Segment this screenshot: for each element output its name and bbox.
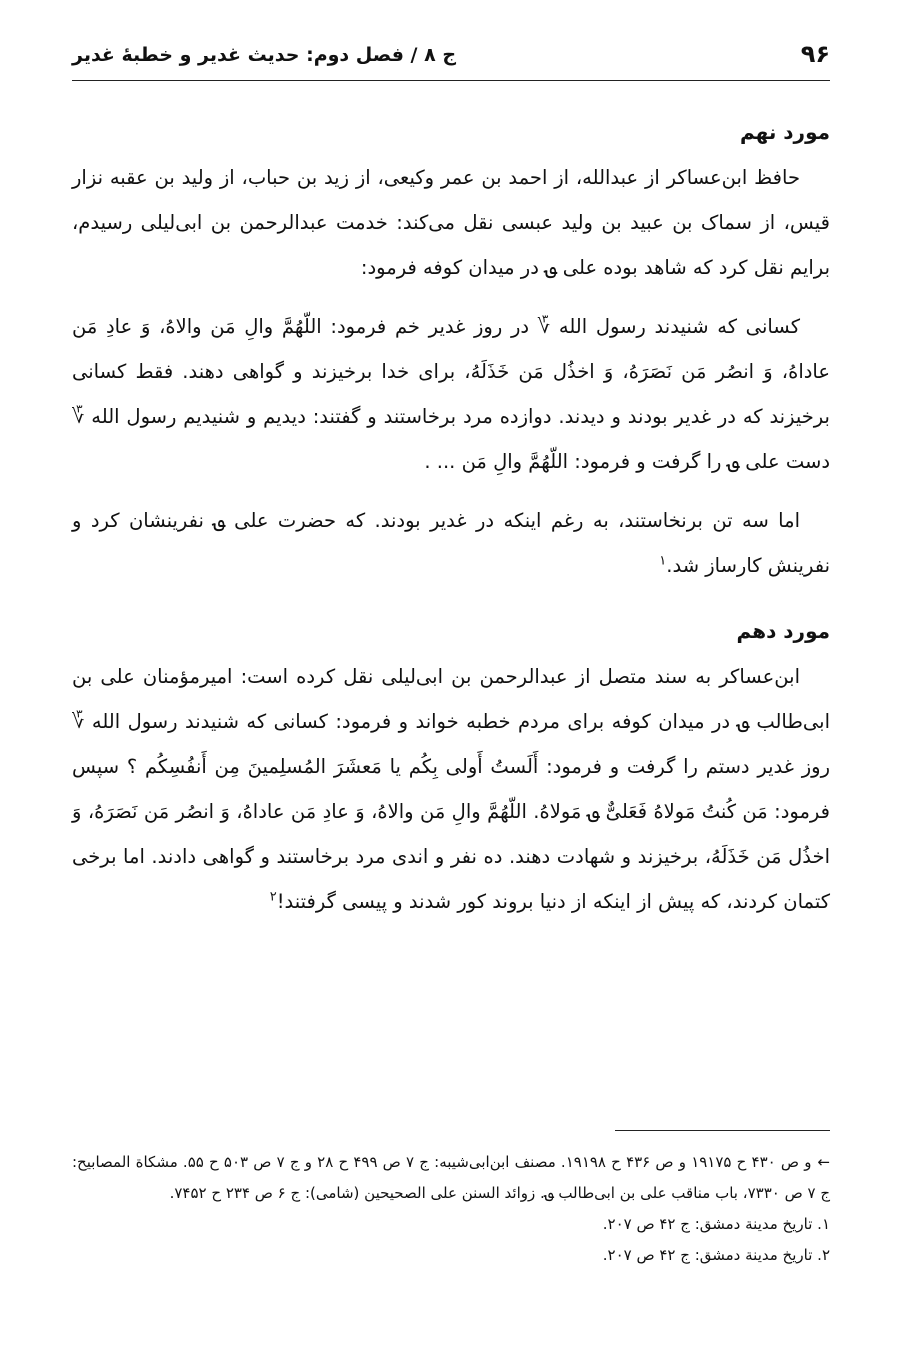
footnote-reference[interactable]: ۱ xyxy=(659,553,667,569)
paragraph: کسانی که شنیدند رسول الله ؆ در روز غدیر خم فرمود: اللّهُمَّ والِ مَن والاهُ، وَ عادِ مَن عاداهُ، وَ انصُر مَن نَصَرَهُ، وَ اخذُل مَن خَذَلَهُ، برای خدا برخیزند و گواهی دهند. فقط کسانی برخیزند که در غدیر بودند و دیدند. دوازده مرد برخاستند و گفتند: دیدیم و شنیدیم رسول الله ؆ دست علی ؈ را گرفت و فرمود: اللّهُمَّ والِ مَن ... . xyxy=(72,315,830,473)
page-number: ۹۶ xyxy=(800,40,830,68)
main-text xyxy=(72,115,830,924)
footnote-text: و ص ۴۳۰ ح ۱۹۱۷۵ و ص ۴۳۶ ح ۱۹۱۹۸. مصنف ابن‌ابی‌شیبه: ج ۷ ص ۴۹۹ ح ۲۸ و ج ۷ ص ۵۰۳ ح ۵۵. مشکاة المصابیح: ج ۷ ص ۷۳۳۰، باب مناقب علی بن ابی‌طالب ؈. زوائد السنن علی الصحیحین (شامی): ج ۶ ص ۲۳۴ ح ۷۴۵۲. xyxy=(72,1153,830,1202)
section-title: مورد دهم xyxy=(736,619,830,643)
paragraph-text: اما سه تن برنخاستند، به رغم اینکه در غدیر بودند. که حضرت علی ؈ نفرینشان کرد و نفرینش کارساز شد. xyxy=(72,509,830,577)
section-tenth-case xyxy=(72,614,830,924)
page-header xyxy=(72,40,830,80)
paragraph-gap xyxy=(72,484,830,498)
header-rule xyxy=(72,80,830,81)
paragraph-text: ابن‌عساکر به سند متصل از عبدالرحمن بن ابی‌لیلی نقل کرده است: امیرمؤمنان علی بن ابی‌طالب ؈ در میدان کوفه برای مردم خطبه خواند و فرمود: کسانی که شنیدند رسول الله ؆ روز غدیر دستم را گرفت و فرمود: أَلَستُ أَولی بِکُم یا مَعشَرَ المُسلِمینَ مِن أَنفُسِکُم ؟ سپس فرمود: مَن کُنتُ مَولاهُ فَعَلیٌّ ؈ مَولاهُ. اللّهُمَّ والِ مَن والاهُ، وَ عادِ مَن عاداهُ، وَ انصُر مَن نَصَرَهُ، وَ اخذُل مَن خَذَلَهُ، برخیزند و شهادت دهند. ده نفر و اندی مرد برخاستند و گواهی دادند. اما برخی کتمان کردند، که پیش از اینکه از دنیا بروند کور شدند و پیسی گرفتند! xyxy=(72,665,830,913)
paragraph xyxy=(72,654,830,924)
footnote-continuation xyxy=(72,1147,830,1209)
book-page xyxy=(72,0,830,1366)
footnotes xyxy=(72,1130,830,1271)
footnote-reference[interactable]: ۲ xyxy=(269,889,277,905)
continuation-arrow-icon: ← xyxy=(817,1153,831,1171)
paragraph: حافظ ابن‌عساکر از عبدالله، از احمد بن عمر وکیعی، از زید بن حباب، از ولید بن عقبه نزار قیس، از سماک بن عبید بن ولید عبسی نقل می‌کند: خدمت عبدالرحمن بن ابی‌لیلی رسیدم، برایم نقل کرد که شاهد بوده علی ؈ در میدان کوفه فرمود: xyxy=(72,166,830,279)
footnote-separator xyxy=(615,1130,830,1131)
paragraph-gap xyxy=(72,290,830,304)
paragraph xyxy=(72,498,830,588)
section-title: مورد نهم xyxy=(739,120,830,144)
section-gap xyxy=(72,588,830,614)
running-title: ج ۸ / فصل دوم: حدیث غدیر و خطبۀ غدیر xyxy=(72,44,457,66)
footnote-item: ۲. تاریخ مدینة دمشق: ج ۴۲ ص ۲۰۷. xyxy=(602,1246,830,1264)
footnote-item: ۱. تاریخ مدینة دمشق: ج ۴۲ ص ۲۰۷. xyxy=(602,1215,830,1233)
section-ninth-case xyxy=(72,115,830,588)
